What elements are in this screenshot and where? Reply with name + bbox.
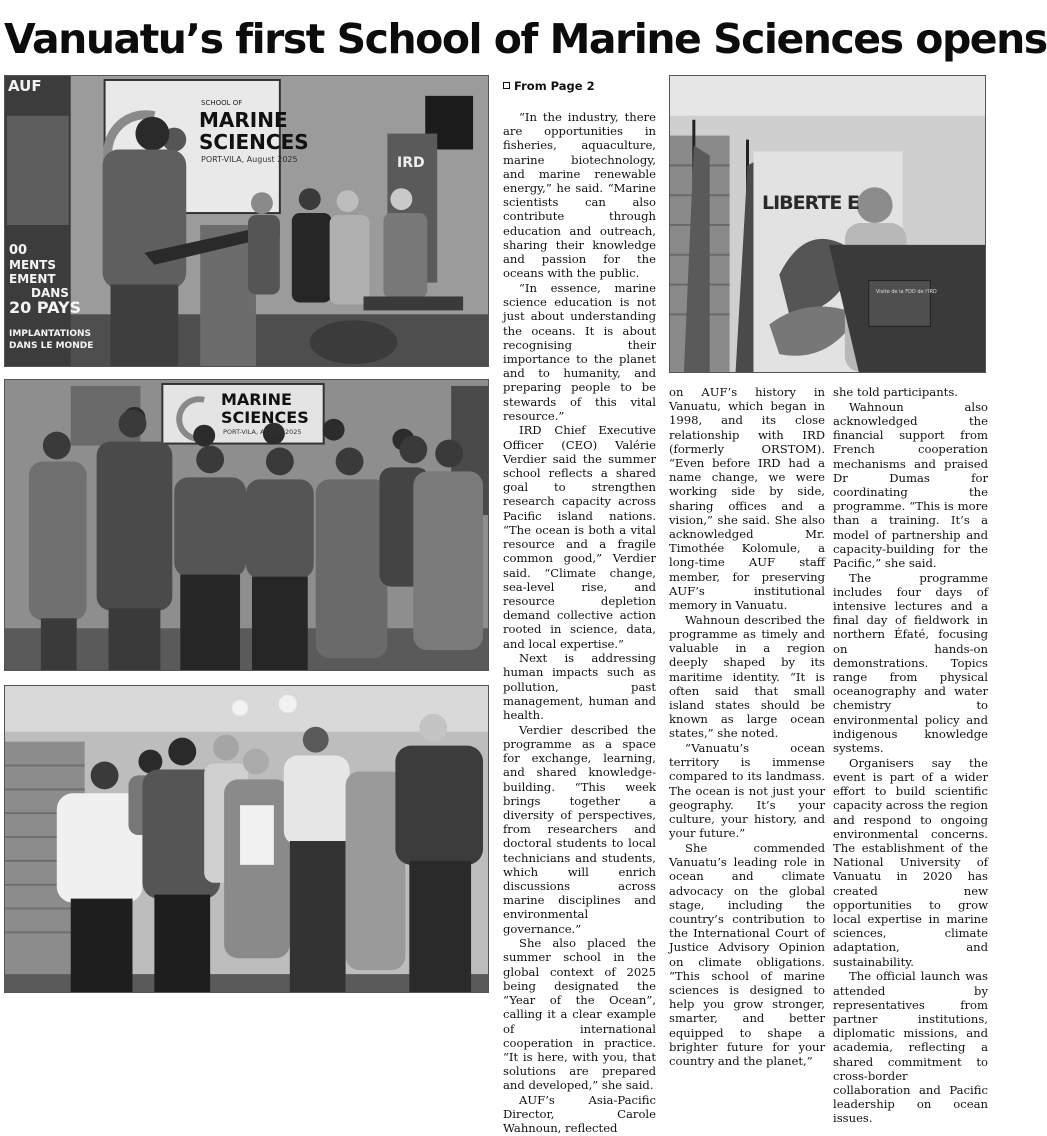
screen-line-4: PORT-VILA, August 2025 <box>201 155 298 164</box>
paragraph: AUF’s Asia-Pacific Director, Carole Wahnoun, reflected <box>503 1093 656 1136</box>
paragraph: The official launch was attended by representatives from partner institutions, diplomatic missions, and academia, reflecting a shared commitment to cross-border collaboration and Pacific leadership on ocean issues. <box>833 969 988 1126</box>
podium-text: Visite de la FDD de l'IRD <box>876 289 937 295</box>
flag-text: LIBERTE E <box>762 192 859 214</box>
article-column-2 <box>669 385 825 1069</box>
photo-group-staff <box>4 379 489 671</box>
left-banner-line-1: 00 <box>9 243 28 258</box>
paragraph: Wahnoun described the programme as timely and valuable in a region deeply shaped by its maritime identity. “It is often said that small island states should be known as large ocean states,” she noted. <box>669 612 825 741</box>
paragraph: she told participants. <box>833 385 958 399</box>
photo-podium-speaker-image <box>670 76 985 372</box>
square-bullet-icon <box>503 82 510 89</box>
left-banner-line-2: MENTS <box>9 258 57 272</box>
jump-from-page <box>503 79 595 93</box>
screen-line-2: SCIENCES <box>221 408 309 427</box>
screen-line-1: MARINE <box>221 390 292 409</box>
screen-line-3: PORT-VILA, August 2025 <box>223 428 302 436</box>
left-banner-line-5: 20 PAYS <box>9 298 82 317</box>
paragraph: IRD Chief Executive Officer (CEO) Valérie Verdier said the summer school reflects a shared goal to strengthen research capacity across Pacific island nations. “The ocean is both a vital resource and a fragile common good,” Verdier said. “Climate change, sea-level rise, and resource depletion demand collective action rooted in science, data, and local expertise.” <box>503 423 656 651</box>
paragraph: She also placed the summer school in the global context of 2025 being designated the “Year of the Ocean”, calling it a clear example of international cooperation in practice. “It is here, with you, that solutions are prepared and developed,” she said. <box>503 936 656 1093</box>
photo-dignitaries <box>4 685 489 993</box>
paragraph: “Vanuatu’s ocean territory is immense compared to its landmass. The ocean is not just your geography. It’s your culture, your history, and your future.” <box>669 741 825 841</box>
paragraph: Wahnoun also acknowledged the financial support from French cooperation mechanisms and praised Dr Dumas for coordinating the programme. “This is more than a training. It’s a model of partnership and capacity-building for the Pacific,” she said. <box>833 399 988 570</box>
jump-label: From Page 2 <box>514 79 595 93</box>
article-column-3 <box>833 385 988 1126</box>
screen-line-2: MARINE <box>199 108 288 132</box>
paragraph: Verdier described the programme as a space for exchange, learning, and shared knowledge-building. “This week brings together a diversity of perspectives, from researchers and doctoral students to local technicians and students, which will enrich discussions across marine disciplines and environmental governance.” <box>503 722 656 936</box>
photo-dignitaries-image <box>5 686 488 992</box>
screen-line-1: SCHOOL OF <box>201 99 243 107</box>
paragraph: Organisers say the event is part of a wider effort to build scientific capacity across the region and respond to ongoing environmental concerns. The establishment of the National University of Vanuatu in 2020 has created new opportunities to grow local expertise in marine sciences, climate adaptation, and sustainability. <box>833 755 988 969</box>
ird-logo: IRD <box>397 155 425 171</box>
paragraph: “In the industry, there are opportunities in fisheries, aquaculture, marine biotechnology, and marine renewable energy,” he said. “Marine scientists can also contribute through education and outreach, sharing their knowledge and passion for the oceans with the public. <box>503 110 656 281</box>
paragraph: She commended Vanuatu’s leading role in ocean and climate advocacy on the global stage, including the country’s contribution to the International Court of Justice Advisory Opinion on climate obligations. “This school of marine sciences is designed to help you grow stronger, smarter, and better equipped to shape a brighter future for your country and the planet,” <box>669 841 825 1069</box>
paragraph: “In essence, marine science education is not just about understanding the oceans. It is about recognising their importance to the planet and to humanity, and preparing people to be stewards of this vital resource.” <box>503 280 656 423</box>
screen-line-3: SCIENCES <box>199 130 309 154</box>
auf-logo: AUF <box>8 77 42 95</box>
paragraph: on AUF’s history in Vanuatu, which began in 1998, and its close relationship with IRD (formerly ORSTOM). “Even before IRD had a name change, we were working side by side, sharing offices and a vision,” she said. She also acknowledged Mr. Timothée Kolomule, a long-time AUF staff member, for preserving AUF’s institutional memory in Vanuatu. <box>669 385 825 613</box>
left-banner-line-7: DANS LE MONDE <box>9 341 94 351</box>
photo-podium-speaker <box>669 75 986 373</box>
left-banner-line-3: EMENT <box>9 272 56 286</box>
headline: Vanuatu’s first School of Marine Sciences opens <box>4 15 1047 63</box>
paragraph: Next is addressing human impacts such as pollution, past management, human and health. <box>503 651 656 723</box>
left-banner-line-4: DANS <box>31 286 69 300</box>
paragraph: The programme includes four days of intensive lectures and a final day of fieldwork in northern Éfaté, focusing on hands-on demonstrations. Topics range from physical oceanography and water chemistry to environmental policy and indigenous knowledge systems. <box>833 570 988 756</box>
photo-launch-speaker <box>4 75 489 367</box>
left-banner-line-6: IMPLANTATIONS <box>9 329 91 339</box>
article-column-1 <box>503 110 656 1136</box>
